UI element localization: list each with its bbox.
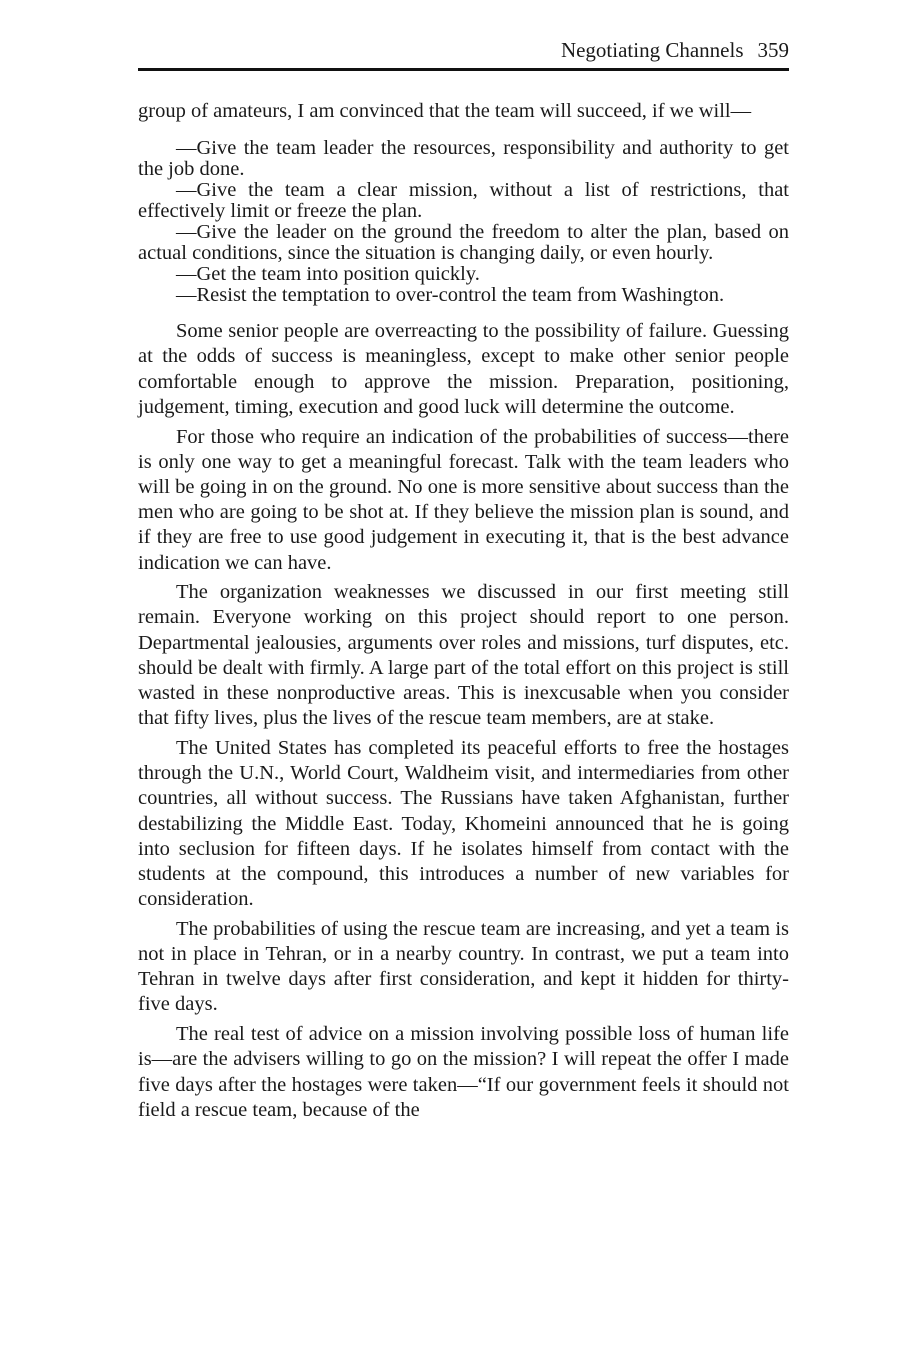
header-rule (138, 68, 789, 71)
page-number: 359 (757, 38, 789, 62)
running-title: Negotiating Channels (560, 38, 744, 62)
paragraph: Some senior people are overreacting to the possibility of failure. Guessing at the odds of success is meaningless, except to make other senior people comfortable enough to approve the mission. Preparation, positioning, judgement, timing, execution and good luck will determine the outcome. (138, 320, 789, 418)
opening-paragraph: group of amateurs, I am convinced that the team will succeed, if we will— (138, 100, 752, 122)
list-item: —Give the team leader the resources, responsibility and authority to get the job done. (138, 137, 789, 181)
list-item: —Get the team into position quickly. (176, 263, 480, 286)
paragraph: The real test of advice on a mission involving possible loss of human life is—are the advisers willing to go on the mission? I will repeat the offer I made five days after the hostages were taken—“If our government feels it should not field a rescue team, because of the (138, 1023, 789, 1121)
list-item: —Give the leader on the ground the freedom to alter the plan, based on actual conditions, since the situation is changing daily, or even hourly. (138, 221, 789, 265)
list-item: —Give the team a clear mission, without a list of restrictions, that effectively limit or freeze the plan. (138, 179, 789, 223)
running-header (138, 36, 789, 68)
body-text (138, 99, 789, 1123)
recommendation-list (138, 138, 789, 306)
list-item: —Resist the temptation to over-control the team from Washington. (176, 284, 725, 307)
paragraph: For those who require an indication of the probabilities of success—there is only one way to get a meaningful forecast. Talk with the team leaders who will be going in on the ground. No one is more sensitive about success than the men who are going to be shot at. If they believe the mission plan is sound, and if they are free to use good judgement in executing it, that is the best advance indication we can have. (138, 425, 789, 574)
paragraph: The United States has completed its peaceful efforts to free the hostages through the U.N., World Court, Waldheim visit, and intermediaries from other countries, all without success. The Russians have taken Afghanistan, further destabilizing the Middle East. Today, Khomeini announced that he is going into seclusion for fifteen days. If he isolates himself from contact with the students at the compound, this introduces a number of new variables for consideration. (138, 736, 789, 911)
paragraph: The probabilities of using the rescue team are increasing, and yet a team is not in place in Tehran, or in a nearby country. In contrast, we put a team into Tehran in twelve days after first consideration, and kept it hidden for thirty-five days. (138, 917, 789, 1016)
paragraph: The organization weaknesses we discussed in our first meeting still remain. Everyone working on this project should report to one person. Departmental jealousies, arguments over roles and missions, turf disputes, etc. should be dealt with firmly. A large part of the total effort on this project is still wasted in these nonproductive areas. This is inexcusable when you consider that fifty lives, plus the lives of the rescue team members, are at stake. (138, 581, 789, 730)
